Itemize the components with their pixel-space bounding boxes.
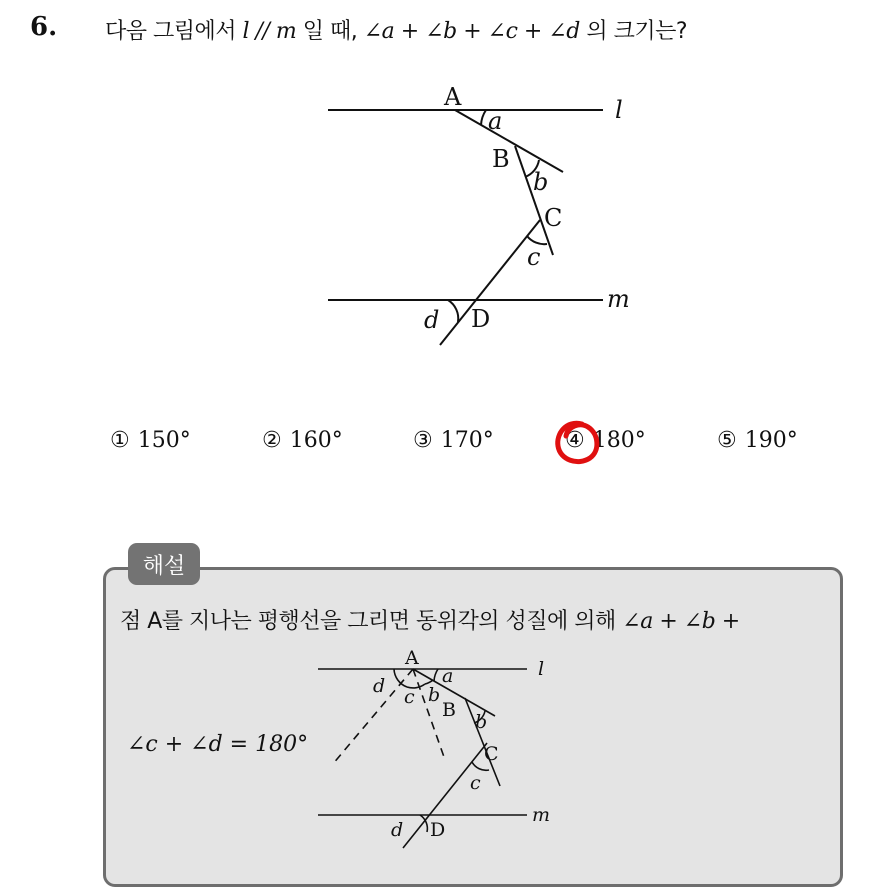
sol-label-angle-a: a xyxy=(442,665,454,687)
question-text-part2: 일 때, xyxy=(302,19,358,44)
answer-choices xyxy=(0,428,884,468)
choice-5-number: ⑤ xyxy=(717,428,737,453)
question-text-part1: 다음 그림에서 xyxy=(105,19,237,44)
choice-3-number: ③ xyxy=(413,428,433,453)
question-math-parallel: l // m xyxy=(242,19,297,44)
label-line-l: l xyxy=(615,96,623,124)
solution-expression-2: ∠c + ∠d = 180° xyxy=(127,732,309,757)
label-angle-c: c xyxy=(527,243,541,271)
solution-figure xyxy=(0,640,884,860)
solution-expression-1: ∠a + ∠b + xyxy=(622,609,740,634)
choice-2-number: ② xyxy=(262,428,282,453)
label-angle-d: d xyxy=(424,306,440,334)
question-angle-expression: ∠a + ∠b + ∠c + ∠d xyxy=(363,19,580,44)
label-angle-b: b xyxy=(533,168,549,196)
sol-label-line-m: m xyxy=(532,804,551,826)
choice-4-value: 180° xyxy=(592,428,646,453)
sol-arc-a xyxy=(434,669,438,681)
sol-label-point-c: C xyxy=(484,743,499,765)
question-number: 6. xyxy=(30,12,58,42)
choice-4-number: ④ xyxy=(565,428,585,453)
main-figure xyxy=(0,0,884,400)
sol-label-line-l: l xyxy=(538,658,545,680)
arc-angle-a xyxy=(481,110,486,125)
sol-label-angle-d-top: d xyxy=(373,675,386,697)
sol-label-angle-b-top: b xyxy=(428,684,441,706)
choice-2-value: 160° xyxy=(289,428,343,453)
selected-answer-mark xyxy=(552,416,604,468)
sol-label-angle-c-top: c xyxy=(404,686,415,708)
choice-2[interactable] xyxy=(262,428,343,453)
sol-label-point-b: B xyxy=(442,699,456,721)
label-point-d: D xyxy=(471,305,491,333)
sol-label-point-a: A xyxy=(405,647,419,669)
choice-3[interactable] xyxy=(413,428,494,453)
solution-text-line1 xyxy=(120,604,740,635)
choice-3-value: 170° xyxy=(440,428,494,453)
label-point-b: B xyxy=(492,145,510,173)
choice-5[interactable] xyxy=(717,428,798,453)
sol-arc-d xyxy=(420,815,427,832)
question-text-part3: 의 크기는? xyxy=(586,19,688,44)
arc-angle-d xyxy=(448,300,458,322)
sol-label-angle-b: b xyxy=(475,711,488,733)
choice-1-number: ① xyxy=(110,428,130,453)
choice-5-value: 190° xyxy=(744,428,798,453)
solution-text: 점 A를 지나는 평행선을 그리면 동위각의 성질에 의해 xyxy=(120,609,616,634)
label-line-m: m xyxy=(607,285,630,313)
sol-label-point-d: D xyxy=(430,819,446,841)
label-point-c: C xyxy=(544,204,563,232)
choice-1[interactable] xyxy=(110,428,191,453)
label-point-a: A xyxy=(444,83,462,111)
solution-tag: 해설 xyxy=(128,543,200,585)
sol-label-angle-c: c xyxy=(470,772,481,794)
choice-1-value: 150° xyxy=(137,428,191,453)
sol-label-angle-d: d xyxy=(391,819,404,841)
label-angle-a: a xyxy=(488,107,503,135)
